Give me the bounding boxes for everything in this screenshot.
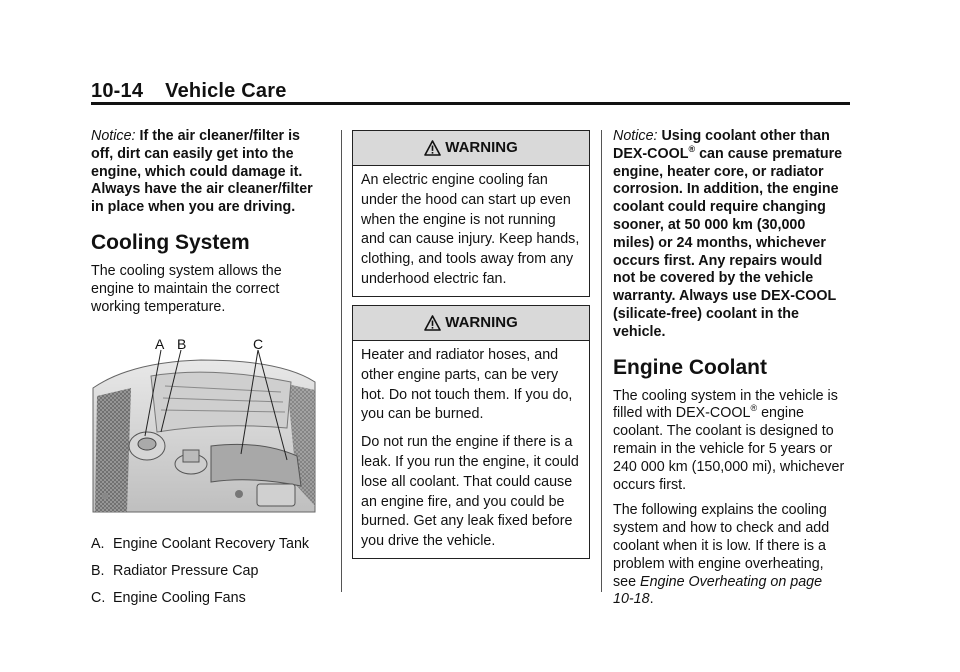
engine-bay-drawing — [91, 336, 317, 520]
notice-text: If the air cleaner/filter is off, dirt can easily get into the engine, which could damage it. Always have the air cleaner/filter in place when you are driving. — [91, 128, 313, 216]
hot-parts-warning-box — [352, 305, 590, 559]
header-rule — [91, 102, 850, 105]
column-3 — [613, 128, 845, 617]
column-1 — [91, 128, 323, 617]
figure-label-b: B — [177, 336, 187, 353]
warning-text: Heater and radiator hoses, and other engine parts, can be very hot. Do not touch them. If you do, you can be burned. — [361, 347, 573, 423]
engine-coolant-para-2 — [613, 502, 845, 609]
caption-key: A. — [91, 536, 105, 553]
caption-text: Radiator Pressure Cap — [113, 563, 259, 580]
engine-coolant-heading: Engine Coolant — [613, 355, 767, 379]
air-filter-notice — [91, 128, 323, 217]
caption-item — [91, 563, 323, 581]
section-title: Vehicle Care — [165, 80, 287, 102]
warning-title: WARNING — [445, 139, 518, 156]
page-reference-link[interactable]: Engine Overheating on page 10-18 — [613, 573, 823, 608]
figure-label-a: A — [155, 336, 165, 353]
cooling-fan-warning-box — [352, 130, 590, 297]
para-text-part2: engine coolant. The coolant is designed to remain in the vehicle for 5 years or 240 000 km (150,000 mi), whichever occurs first. — [613, 405, 845, 493]
warning-title: WARNING — [445, 314, 518, 331]
figure-caption-list — [91, 536, 323, 607]
registered-mark: ® — [750, 403, 758, 414]
notice-text-part2: can cause premature engine, heater core, or radiator corrosion. In addition, the engine coolant could require changing sooner, at 50 000 km (30,000 miles) or 24 months, whichever occurs first. Any repairs would not be covered by the vehicle warranty. Always use DEX-COOL (silicate-free) coolant in the vehicle. — [613, 145, 843, 340]
warning-body — [353, 341, 589, 558]
warning-text: Do not run the engine if there is a leak. If you run the engine, it could lose all coolant. That could cause an engine fire, and you could be burned. Get any leak fixed before you drive the vehicle. — [361, 434, 579, 550]
engine-bay-illustration — [91, 336, 317, 520]
figure-label-c: C — [253, 336, 264, 353]
caption-item — [91, 590, 323, 608]
column-divider-1 — [341, 130, 342, 592]
coolant-notice — [613, 128, 845, 342]
page-number: 10-14 — [91, 80, 144, 102]
caption-key: C. — [91, 589, 106, 606]
caption-item — [91, 536, 323, 554]
para-end: . — [649, 591, 654, 608]
para-text-part1: The cooling system in the vehicle is filled with DEX-COOL — [613, 387, 838, 422]
caption-key: B. — [91, 563, 105, 580]
notice-label: Notice: — [91, 128, 136, 144]
para-text: The following explains the cooling system and how to check and add coolant when it is low. If there is a problem with engine overheating, see — [613, 502, 830, 590]
warning-text: An electric engine cooling fan under the hood can start up even when the engine is not running and can cause injury. Keep hands, clothing, and tools away from any underhood electric fan. — [361, 172, 580, 287]
cooling-system-heading: Cooling System — [91, 230, 250, 254]
notice-text-part1: Using coolant other than DEX-COOL — [613, 128, 830, 162]
column-divider-2 — [601, 130, 602, 592]
warning-triangle-icon — [424, 315, 441, 331]
caption-text: Engine Cooling Fans — [113, 589, 246, 606]
warning-header — [353, 306, 589, 341]
warning-triangle-icon — [424, 140, 441, 156]
notice-label: Notice: — [613, 128, 658, 144]
warning-header — [353, 131, 589, 166]
warning-body — [353, 166, 589, 296]
caption-text: Engine Coolant Recovery Tank — [113, 536, 310, 553]
engine-coolant-para-1 — [613, 388, 845, 495]
cooling-system-intro: The cooling system allows the engine to maintain the correct working temperature. — [91, 262, 282, 315]
page-header — [91, 80, 287, 103]
registered-mark: ® — [688, 144, 696, 155]
